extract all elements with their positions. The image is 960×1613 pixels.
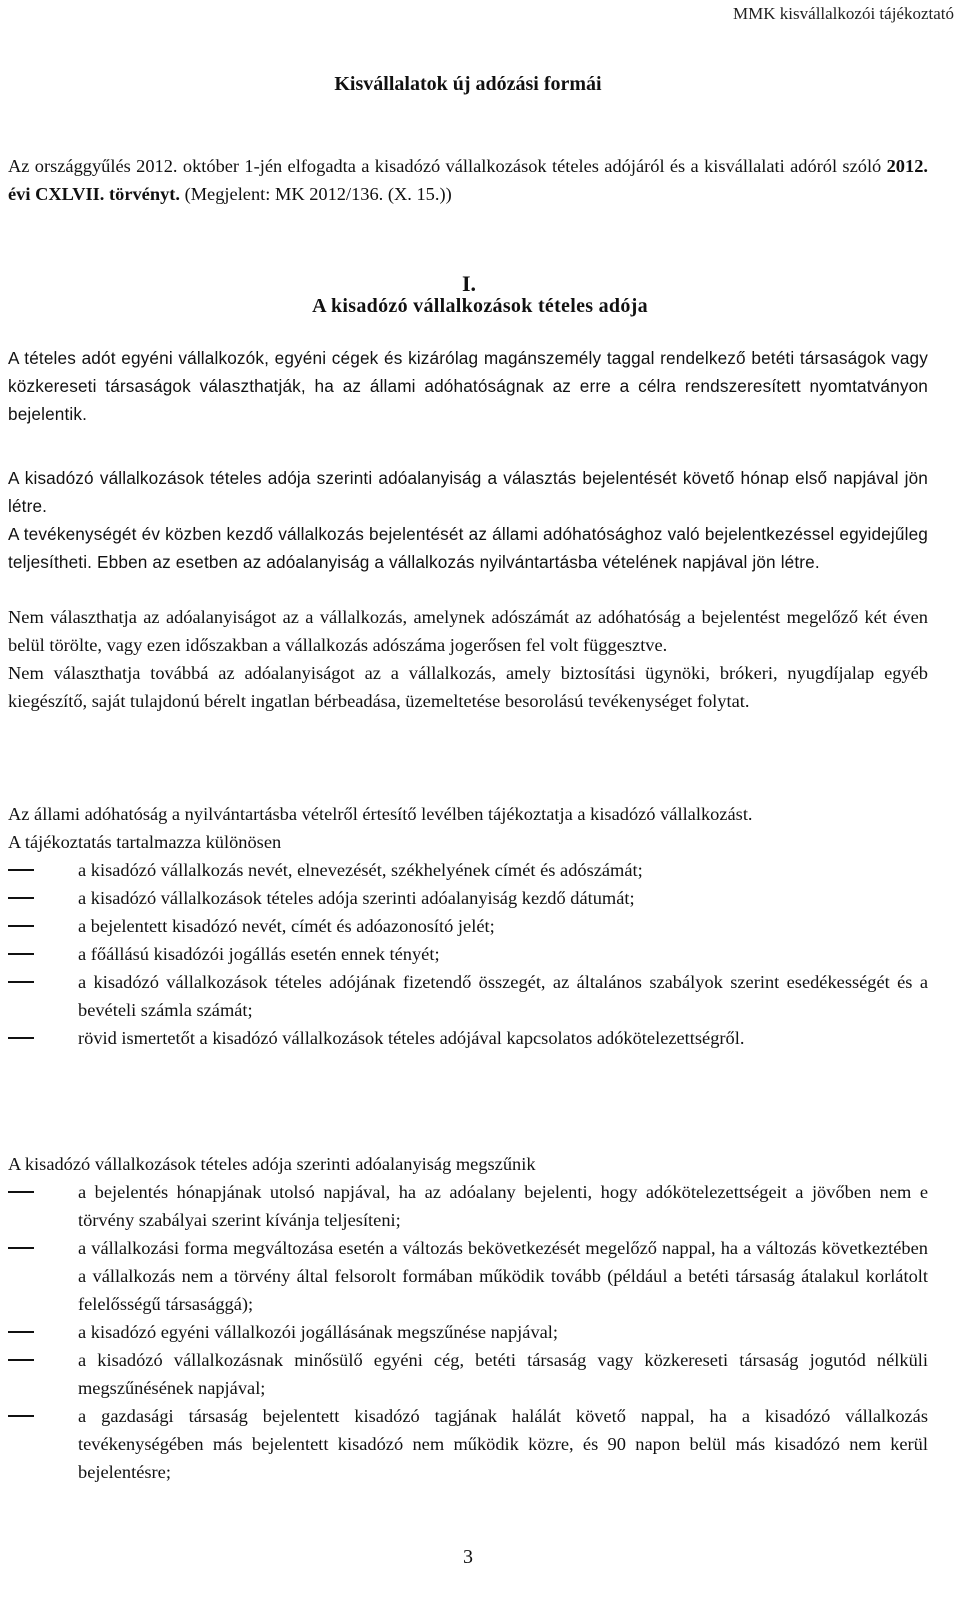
- intro-paragraph: [8, 152, 928, 208]
- dash-bullet-icon: [8, 925, 34, 927]
- section-number: I.: [462, 271, 477, 296]
- list-item: a gazdasági társaság bejelentett kisadózó tagjának halálát követő nappal, ha a kisadózó vállalkozás tevékenységében más bejelentett kisadózó nem működik közre, és 90 napon belül más kisadózó nem kerül bejelentésre;: [8, 1402, 928, 1486]
- list-item: a főállású kisadózói jogállás esetén ennek tényét;: [8, 940, 928, 968]
- section-title: A kisadózó vállalkozások tételes adója: [312, 295, 648, 317]
- running-header: MMK kisvállalkozói tájékoztató: [733, 4, 954, 23]
- list-item: a bejelentett kisadózó nevét, címét és adóazonosító jelét;: [8, 912, 928, 940]
- dash-bullet-icon: [8, 981, 34, 983]
- paragraph-group-1: [8, 464, 928, 576]
- dash-bullet-icon: [8, 1415, 34, 1417]
- list-item: a kisadózó vállalkozásnak minősülő egyéni cég, betéti társaság vagy közkereseti társaság jogutód nélküli megszűnésének napjával;: [8, 1346, 928, 1402]
- intro-law-reference: 2012. évi CXLVII. törvényt.: [8, 156, 928, 204]
- paragraph-6: Az állami adóhatóság a nyilvántartásba vételről értesítő levélben tájékoztatja a kisadózó vállalkozást.: [8, 804, 753, 824]
- intro-text-2: (Megjelent: MK 2012/136. (X. 15.)): [179, 184, 452, 204]
- dash-bullet-icon: [8, 1191, 34, 1193]
- document-title: Kisvállalatok új adózási formái: [334, 73, 602, 95]
- list-item: a vállalkozási forma megváltozása esetén a változás bekövetkezését megelőző nappal, ha a változás következtében a vállalkozás nem a törvény által felsorolt formában működik tovább (például a betéti társaság átalakul korlátolt felelősségű társasággá);: [8, 1234, 928, 1318]
- list-item: a kisadózó egyéni vállalkozói jogállásának megszűnése napjával;: [8, 1318, 928, 1346]
- information-content-list: [8, 856, 928, 1052]
- paragraph-group-3: [8, 800, 928, 1052]
- paragraph-8: A kisadózó vállalkozások tételes adója szerinti adóalanyiság megszűnik: [8, 1154, 536, 1174]
- paragraph-group-4: [8, 1150, 928, 1486]
- dash-bullet-icon: [8, 1037, 34, 1039]
- paragraph-7: A tájékoztatás tartalmazza különösen: [8, 832, 282, 852]
- dash-bullet-icon: [8, 869, 34, 871]
- paragraph-5: Nem választhatja továbbá az adóalanyiságot az a vállalkozás, amely biztosítási ügynöki, brókeri, nyugdíjalap egyéb kiegészítő, saját tulajdonú bérelt ingatlan bérbeadása, üzemeltetése besorolású tevékenységet folytat.: [8, 663, 928, 711]
- paragraph-3: A tevékenységét év közben kezdő vállalkozás bejelentését az állami adóhatósághoz való bejelentkezéssel egyidejűleg teljesítheti. Ebben az esetben az adóalanyiság a vállalkozás nyilvántartásba vételének napjával jön létre.: [8, 524, 928, 572]
- intro-text-1: Az országgyűlés 2012. október 1-jén elfogadta a kisadózó vállalkozások tételes adójáról és a kisvállalati adóról szóló: [8, 156, 887, 176]
- dash-bullet-icon: [8, 897, 34, 899]
- paragraph-group-2: [8, 603, 928, 715]
- dash-bullet-icon: [8, 1247, 34, 1249]
- list-item: rövid ismertetőt a kisadózó vállalkozások tételes adójával kapcsolatos adókötelezettségről.: [8, 1024, 928, 1052]
- dash-bullet-icon: [8, 953, 34, 955]
- list-item: a bejelentés hónapjának utolsó napjával, ha az adóalany bejelenti, hogy adókötelezettségeit a jövőben nem e törvény szabályai szerint kívánja teljesíteni;: [8, 1178, 928, 1234]
- termination-list: [8, 1178, 928, 1486]
- list-item: a kisadózó vállalkozás nevét, elnevezését, székhelyének címét és adószámát;: [8, 856, 928, 884]
- dash-bullet-icon: [8, 1359, 34, 1361]
- paragraph-1: A tételes adót egyéni vállalkozók, egyéni cégek és kizárólag magánszemély taggal rendelkező betéti társaságok vagy közkereseti társaságok választhatják, ha az állami adóhatóságnak az erre a célra rendszeresített nyomtatványon bejelentik.: [8, 348, 928, 424]
- paragraph-4: Nem választhatja az adóalanyiságot az a vállalkozás, amelynek adószámát az adóhatóság a bejelentést megelőző két éven belül törölte, vagy ezen időszakban a vállalkozás adószáma jogerősen fel volt függesztve.: [8, 607, 928, 655]
- paragraph-choice: [8, 344, 928, 428]
- paragraph-2: A kisadózó vállalkozások tételes adója szerinti adóalanyiság a választás bejelentését követő hónap első napjával jön létre.: [8, 468, 928, 516]
- list-item: a kisadózó vállalkozások tételes adója szerinti adóalanyiság kezdő dátumát;: [8, 884, 928, 912]
- page-number: 3: [463, 1546, 473, 1568]
- dash-bullet-icon: [8, 1331, 34, 1333]
- list-item: a kisadózó vállalkozások tételes adójának fizetendő összegét, az általános szabályok szerint esedékességét és a bevételi számla számát;: [8, 968, 928, 1024]
